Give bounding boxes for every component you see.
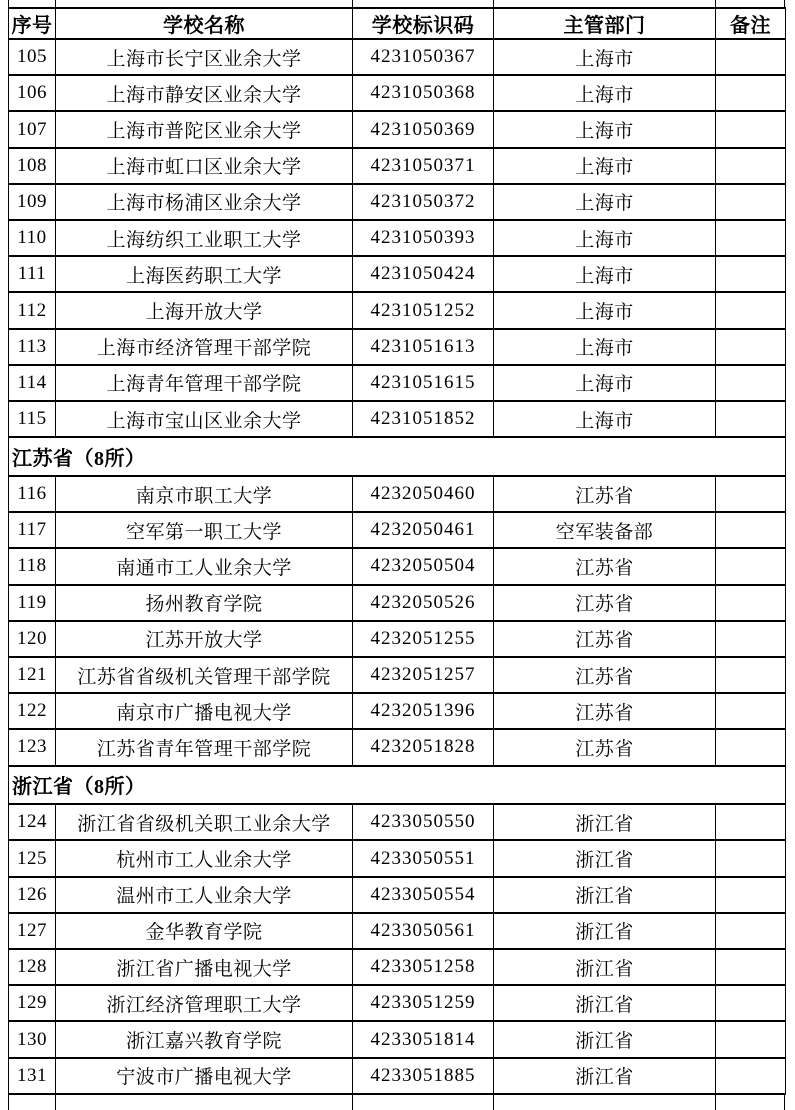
table-row [9,365,786,401]
cell-no: 115 [9,401,56,437]
cell-dept: 江苏省 [494,548,716,584]
cell-code: 4232051255 [353,621,494,657]
cell-name: 浙江省省级机关职工业余大学 [56,804,353,840]
cell-remark [716,621,786,657]
table-row [9,949,786,985]
cell-dept: 江苏省 [494,729,716,765]
gridline-stub [715,0,716,7]
cell-name: 上海市虹口区业余大学 [56,148,353,184]
cell-no: 114 [9,365,56,401]
cell-remark [716,585,786,621]
cell-name: 南京市广播电视大学 [56,693,353,729]
cell-code: 4231050368 [353,75,494,111]
table-row [9,1058,786,1094]
cell-dept: 上海市 [494,365,716,401]
table-row [9,548,786,584]
cell-name: 浙江嘉兴教育学院 [56,1021,353,1057]
cell-name: 杭州市工人业余大学 [56,840,353,876]
cell-dept: 上海市 [494,256,716,292]
section-title: 江苏省（8所） [9,437,786,476]
gridline-stub [8,1095,9,1110]
table-row [9,877,786,913]
cell-remark [716,840,786,876]
cell-name: 温州市工人业余大学 [56,877,353,913]
cell-name: 江苏省省级机关管理干部学院 [56,657,353,693]
cell-name: 上海医药职工大学 [56,256,353,292]
cell-code: 4233051259 [353,985,494,1021]
table-row [9,840,786,876]
gridline-stub [784,0,785,7]
cell-dept: 浙江省 [494,804,716,840]
cell-name: 上海市杨浦区业余大学 [56,184,353,220]
cell-remark [716,39,786,75]
column-header-0: 序号 [9,8,56,39]
cell-no: 121 [9,657,56,693]
column-header-4: 备注 [716,8,786,39]
cell-no: 123 [9,729,56,765]
gridline-stub [784,1095,785,1110]
column-header-2: 学校标识码 [353,8,494,39]
cell-no: 113 [9,329,56,365]
cell-dept: 上海市 [494,220,716,256]
table-row [9,256,786,292]
cell-name: 上海市静安区业余大学 [56,75,353,111]
cell-code: 4232050504 [353,548,494,584]
cell-dept: 上海市 [494,148,716,184]
cell-no: 106 [9,75,56,111]
cell-dept: 浙江省 [494,1058,716,1094]
cell-no: 118 [9,548,56,584]
cell-dept: 上海市 [494,111,716,147]
table-row [9,39,786,75]
cell-dept: 上海市 [494,39,716,75]
table-row [9,75,786,111]
cell-code: 4233051258 [353,949,494,985]
cell-no: 111 [9,256,56,292]
cell-dept: 上海市 [494,329,716,365]
cell-no: 107 [9,111,56,147]
cell-code: 4232051828 [353,729,494,765]
cell-remark [716,148,786,184]
cell-name: 上海市宝山区业余大学 [56,401,353,437]
cell-code: 4231051852 [353,401,494,437]
cell-dept: 上海市 [494,401,716,437]
table-row [9,913,786,949]
cell-name: 江苏开放大学 [56,621,353,657]
cell-no: 124 [9,804,56,840]
cell-name: 上海市普陀区业余大学 [56,111,353,147]
section-title: 浙江省（8所） [9,766,786,805]
cell-dept: 江苏省 [494,621,716,657]
table-row [9,329,786,365]
gridline-stub [55,1095,56,1110]
cell-code: 4231051252 [353,292,494,328]
cell-code: 4231050424 [353,256,494,292]
cell-remark [716,1058,786,1094]
cell-no: 122 [9,693,56,729]
cell-remark [716,75,786,111]
school-list-table [8,7,786,1095]
cell-remark [716,220,786,256]
cell-remark [716,512,786,548]
cell-dept: 江苏省 [494,585,716,621]
table-row [9,476,786,512]
cell-remark [716,1021,786,1057]
cell-name: 南通市工人业余大学 [56,548,353,584]
table-row [9,657,786,693]
table-row [9,804,786,840]
table-row [9,220,786,256]
school-table-header-row [9,8,786,39]
cell-code: 4232051257 [353,657,494,693]
table-row [9,148,786,184]
cell-dept: 浙江省 [494,840,716,876]
cell-no: 130 [9,1021,56,1057]
cell-name: 浙江经济管理职工大学 [56,985,353,1021]
cell-dept: 浙江省 [494,985,716,1021]
cell-dept: 浙江省 [494,1021,716,1057]
cell-no: 108 [9,148,56,184]
cell-code: 4231051615 [353,365,494,401]
cell-dept: 空军装备部 [494,512,716,548]
cell-no: 127 [9,913,56,949]
table-row [9,401,786,437]
cell-name: 扬州教育学院 [56,585,353,621]
cell-dept: 江苏省 [494,657,716,693]
cell-no: 117 [9,512,56,548]
cell-name: 上海市长宁区业余大学 [56,39,353,75]
cell-remark [716,913,786,949]
cell-no: 126 [9,877,56,913]
cell-name: 浙江省广播电视大学 [56,949,353,985]
cell-code: 4233051814 [353,1021,494,1057]
cell-code: 4232051396 [353,693,494,729]
cell-remark [716,949,786,985]
cell-remark [716,401,786,437]
cell-no: 120 [9,621,56,657]
cell-remark [716,111,786,147]
cell-remark [716,657,786,693]
gridline-stub [55,0,56,7]
school-table-body [9,39,786,1094]
cell-remark [716,184,786,220]
cell-name: 江苏省青年管理干部学院 [56,729,353,765]
cell-dept: 上海市 [494,75,716,111]
cell-name: 空军第一职工大学 [56,512,353,548]
cell-no: 116 [9,476,56,512]
cell-name: 上海青年管理干部学院 [56,365,353,401]
table-row [9,729,786,765]
cell-no: 119 [9,585,56,621]
cell-code: 4231050372 [353,184,494,220]
cell-no: 105 [9,39,56,75]
gridline-stub [493,1095,494,1110]
cell-no: 112 [9,292,56,328]
cell-code: 4233050551 [353,840,494,876]
cell-code: 4233050550 [353,804,494,840]
cell-code: 4233051885 [353,1058,494,1094]
cell-remark [716,365,786,401]
cell-code: 4232050461 [353,512,494,548]
cell-no: 131 [9,1058,56,1094]
column-header-1: 学校名称 [56,8,353,39]
gridline-stub [8,0,9,7]
cell-dept: 浙江省 [494,877,716,913]
gridline-stub [493,0,494,7]
cell-remark [716,548,786,584]
cell-remark [716,804,786,840]
column-header-3: 主管部门 [494,8,716,39]
cell-code: 4231050367 [353,39,494,75]
cell-no: 125 [9,840,56,876]
cell-no: 129 [9,985,56,1021]
cell-name: 宁波市广播电视大学 [56,1058,353,1094]
cell-code: 4231050393 [353,220,494,256]
cell-remark [716,985,786,1021]
table-row [9,621,786,657]
cell-remark [716,329,786,365]
table-row [9,111,786,147]
cell-code: 4233050561 [353,913,494,949]
section-header-row [9,766,786,805]
table-row [9,985,786,1021]
table-row [9,184,786,220]
cell-dept: 江苏省 [494,693,716,729]
cell-name: 南京市职工大学 [56,476,353,512]
gridline-stub [715,1095,716,1110]
cell-name: 上海市经济管理干部学院 [56,329,353,365]
table-row [9,512,786,548]
cell-name: 金华教育学院 [56,913,353,949]
cell-remark [716,292,786,328]
cell-dept: 浙江省 [494,913,716,949]
cell-dept: 江苏省 [494,476,716,512]
cell-remark [716,877,786,913]
cell-code: 4231050371 [353,148,494,184]
gridline-stub [352,0,353,7]
table-row [9,693,786,729]
cell-no: 128 [9,949,56,985]
cell-code: 4231051613 [353,329,494,365]
cell-code: 4233050554 [353,877,494,913]
cell-dept: 浙江省 [494,949,716,985]
cell-no: 109 [9,184,56,220]
cell-remark [716,693,786,729]
table-row [9,292,786,328]
cell-dept: 上海市 [494,184,716,220]
table-row [9,585,786,621]
cell-code: 4232050526 [353,585,494,621]
gridline-stub [352,1095,353,1110]
cell-code: 4232050460 [353,476,494,512]
table-row [9,1021,786,1057]
cell-remark [716,729,786,765]
cell-name: 上海开放大学 [56,292,353,328]
cell-dept: 上海市 [494,292,716,328]
cell-code: 4231050369 [353,111,494,147]
cell-remark [716,256,786,292]
cell-name: 上海纺织工业职工大学 [56,220,353,256]
section-header-row [9,437,786,476]
cell-no: 110 [9,220,56,256]
cell-remark [716,476,786,512]
